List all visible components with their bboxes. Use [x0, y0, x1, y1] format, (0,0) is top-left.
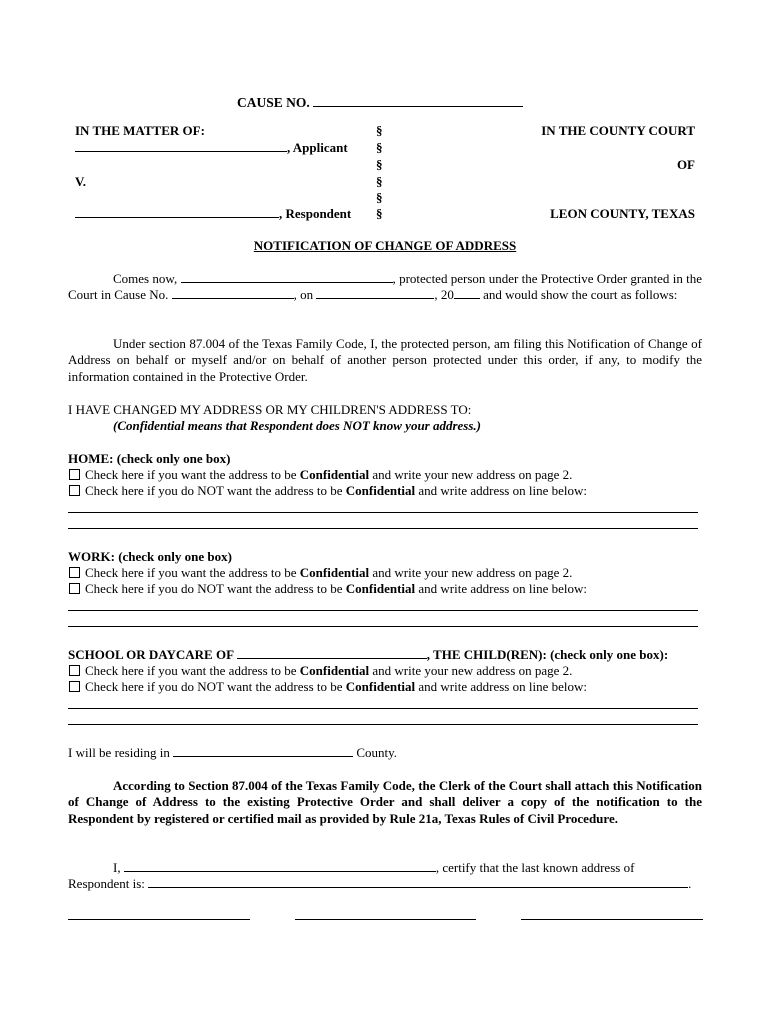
option-text: and write address on line below: — [418, 581, 587, 596]
section-symbol: § — [376, 140, 383, 155]
certifier-name-blank[interactable] — [124, 860, 436, 872]
school-address-line[interactable] — [68, 708, 698, 709]
show-text: and would show the court as follows: — [483, 287, 678, 303]
school-confidential-option[interactable] — [68, 663, 572, 679]
confidential-word: Confidential — [299, 663, 370, 678]
court-name: IN THE COUNTY COURT — [541, 123, 695, 138]
confidential-word: Confidential — [345, 581, 416, 596]
respondent-line — [75, 206, 351, 222]
signature-line[interactable] — [521, 919, 703, 920]
option-text: Check here if you do NOT want the address to be — [85, 581, 343, 596]
document-title: NOTIFICATION OF CHANGE OF ADDRESS — [253, 238, 517, 253]
clerk-notice: According to Section 87.004 of the Texas Family Code, the Clerk of the Court shall attach this Notification of Change of Address to the existing Protective Order and shall deliver a copy of the notification to the Respondent by registered or certified mail as provided by Rule 21a, Texas Rules of Civil Procedure. — [68, 778, 702, 826]
home-address-line[interactable] — [68, 528, 698, 529]
confidential-word: Confidential — [299, 467, 370, 482]
option-text: and write your new address on page 2. — [372, 565, 573, 580]
work-not-confidential-checkbox[interactable] — [69, 583, 80, 594]
respondent-name-blank[interactable] — [75, 206, 279, 218]
confidential-word: Confidential — [345, 483, 416, 498]
home-not-confidential-checkbox[interactable] — [69, 485, 80, 496]
respondent-address-label: Respondent is: — [68, 876, 145, 891]
school-not-confidential-option[interactable] — [68, 679, 587, 695]
cause-no-blank[interactable] — [172, 287, 294, 299]
comes-now-text: Comes now, — [113, 271, 178, 286]
school-not-confidential-checkbox[interactable] — [69, 681, 80, 692]
option-text: and write address on line below: — [418, 679, 587, 694]
period: . — [688, 876, 692, 891]
date-blank[interactable] — [316, 287, 434, 299]
option-text: and write address on line below: — [418, 483, 587, 498]
home-confidential-option[interactable] — [68, 467, 572, 483]
school-heading — [68, 647, 668, 663]
work-heading: WORK: (check only one box) — [68, 549, 232, 564]
section-symbol: § — [376, 206, 383, 221]
home-address-line[interactable] — [68, 512, 698, 513]
school-confidential-checkbox[interactable] — [69, 665, 80, 676]
section-symbol: § — [376, 190, 383, 205]
cause-number-line — [237, 95, 523, 111]
signature-line[interactable] — [295, 919, 476, 920]
residing-prefix: I will be residing in — [68, 745, 170, 760]
on-text: , on — [293, 287, 314, 303]
work-confidential-option[interactable] — [68, 565, 572, 581]
work-confidential-checkbox[interactable] — [69, 567, 80, 578]
section-symbol: § — [376, 157, 383, 172]
home-confidential-checkbox[interactable] — [69, 469, 80, 480]
section-symbol: § — [376, 174, 383, 189]
protected-person-blank[interactable] — [181, 271, 393, 283]
certify-middle: , certify that the last known address of — [435, 860, 635, 875]
court-county: LEON COUNTY, TEXAS — [550, 206, 695, 221]
work-address-line[interactable] — [68, 626, 698, 627]
confidential-word: Confidential — [299, 565, 370, 580]
cause-number-label: CAUSE NO. — [237, 95, 310, 110]
statement-paragraph: Under section 87.004 of the Texas Family Code, I, the protected person, am filing this Notification of Change of Address on behalf or myself and/or on behalf of another person protected under this order, if any, to modify the information contained in the Protective Order. — [68, 336, 702, 384]
school-address-line[interactable] — [68, 724, 698, 725]
school-heading-suffix: , THE CHILD(REN): (check only one box): — [426, 647, 669, 662]
residing-suffix: County. — [356, 745, 398, 760]
child-name-blank[interactable] — [237, 647, 427, 659]
certify-line — [113, 860, 634, 876]
year-blank[interactable] — [454, 287, 480, 299]
signature-line[interactable] — [68, 919, 250, 920]
residing-line — [68, 745, 397, 761]
court-of: OF — [676, 157, 695, 172]
year-prefix: , 20 — [434, 287, 454, 303]
confidential-word: Confidential — [345, 679, 416, 694]
option-text: and write your new address on page 2. — [372, 467, 573, 482]
cause-number-blank[interactable] — [313, 95, 523, 107]
option-text: Check here if you do NOT want the address to be — [85, 679, 343, 694]
school-heading-prefix: SCHOOL OR DAYCARE OF — [68, 647, 234, 662]
applicant-name-blank[interactable] — [75, 140, 287, 152]
protected-text: , protected person under the Protective Order granted in the Court in Cause No. — [68, 271, 703, 303]
work-address-line[interactable] — [68, 610, 698, 611]
county-blank[interactable] — [173, 745, 353, 757]
respondent-address-blank[interactable] — [148, 876, 688, 888]
option-text: Check here if you do NOT want the address to be — [85, 483, 343, 498]
applicant-line — [75, 140, 348, 156]
confidential-note: (Confidential means that Respondent does NOT know your address.) — [113, 418, 482, 433]
versus-label: V. — [75, 174, 86, 189]
respondent-address-line — [68, 876, 691, 892]
option-text: Check here if you want the address to be — [85, 565, 297, 580]
option-text: Check here if you want the address to be — [85, 663, 297, 678]
work-not-confidential-option[interactable] — [68, 581, 587, 597]
certify-prefix: I, — [113, 860, 121, 875]
option-text: Check here if you want the address to be — [85, 467, 297, 482]
home-not-confidential-option[interactable] — [68, 483, 587, 499]
respondent-label: , Respondent — [279, 206, 352, 221]
changed-address-heading: I HAVE CHANGED MY ADDRESS OR MY CHILDREN'S ADDRESS TO: — [68, 402, 472, 417]
home-heading: HOME: (check only one box) — [68, 451, 231, 466]
option-text: and write your new address on page 2. — [372, 663, 573, 678]
section-symbol: § — [376, 123, 383, 138]
intro-paragraph — [68, 271, 702, 304]
applicant-label: , Applicant — [287, 140, 348, 155]
matter-label: IN THE MATTER OF: — [75, 123, 205, 138]
